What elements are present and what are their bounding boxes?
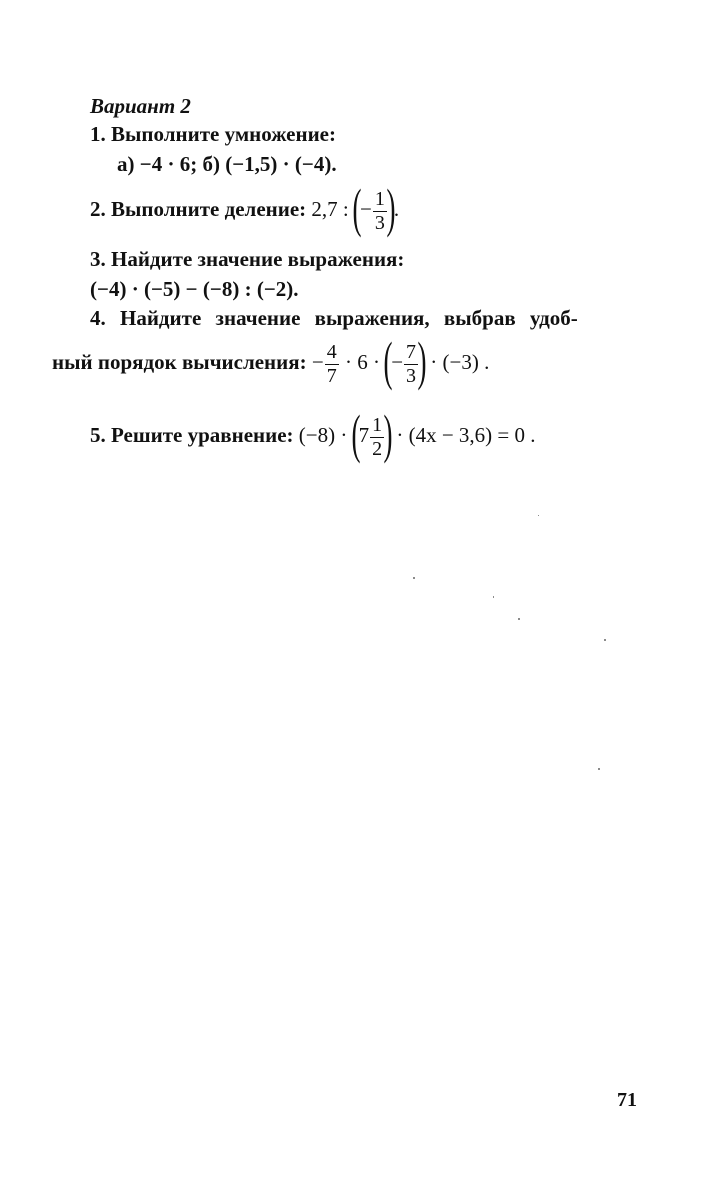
problem-5-expression [298, 404, 536, 464]
problem-1-text: Выполните умножение: [111, 122, 336, 146]
problem-4-fraction-1 [325, 342, 339, 387]
problem-3-number: 3. [90, 247, 106, 271]
mixed-number-integer: 7 [358, 422, 370, 447]
left-paren: ( [352, 178, 362, 238]
problem-4-minus-1: − [311, 349, 324, 374]
problem-4-line-2 [52, 331, 490, 391]
problem-2-fraction [373, 189, 387, 234]
fraction-numerator: 4 [326, 340, 337, 363]
problem-4-expression [311, 331, 490, 391]
variant-title: Вариант 2 [90, 94, 191, 118]
problem-5-text: Решите уравнение: [111, 422, 294, 447]
problem-1-parts [117, 154, 337, 175]
problem-4-line-1 [90, 308, 578, 329]
problem-2-text: Выполните деление: [111, 196, 307, 221]
right-paren: ) [383, 404, 393, 464]
scan-speck [538, 515, 539, 516]
problem-4-tail: · (−3) . [430, 349, 490, 374]
left-paren: ( [383, 331, 393, 391]
problem-1 [90, 124, 336, 145]
problem-4-text-2: ный порядок вычисления: [52, 349, 307, 374]
scan-speck [518, 618, 520, 620]
scan-speck [493, 596, 494, 598]
page-number: 71 [617, 1089, 637, 1111]
problem-4-text-1: Найдите значение выражения, выбрав удоб- [120, 306, 578, 330]
fraction-denominator: 3 [374, 211, 385, 234]
mixed-number-fraction [370, 415, 384, 460]
problem-2-period: . [393, 196, 400, 221]
problem-4-fraction-2 [404, 342, 418, 387]
problem-2-expression [311, 178, 400, 238]
scan-speck [598, 768, 600, 770]
problem-3-expression: (−4) · (−5) − (−8) : (−2). [90, 277, 299, 301]
problem-4-minus-2: − [391, 349, 404, 374]
left-paren: ( [351, 404, 361, 464]
problem-2 [90, 178, 400, 238]
problem-5-lead: (−8) · [298, 422, 348, 447]
problem-2-dividend: 2,7 : [311, 196, 349, 221]
fraction-denominator: 7 [326, 364, 337, 387]
fraction-denominator: 2 [372, 437, 383, 460]
problem-3-text: Найдите значение выражения: [111, 247, 405, 271]
problem-5-tail: · (4x − 3,6) = 0 . [396, 422, 536, 447]
problem-1-part-b: б) (−1,5) · (−4). [202, 152, 337, 176]
problem-5-number: 5. [90, 422, 106, 447]
scan-speck [604, 639, 606, 641]
right-paren: ) [417, 331, 427, 391]
scan-speck [413, 577, 415, 579]
problem-1-part-a: а) −4 · 6; [117, 152, 198, 176]
fraction-numerator: 1 [372, 413, 383, 436]
problem-5 [90, 404, 536, 464]
right-paren: ) [386, 178, 396, 238]
problem-2-minus: − [359, 196, 372, 221]
fraction-denominator: 3 [406, 364, 417, 387]
fraction-numerator: 7 [406, 340, 417, 363]
problem-4-middle: · 6 · [344, 349, 380, 374]
fraction-numerator: 1 [374, 187, 385, 210]
problem-1-number: 1. [90, 122, 106, 146]
problem-4-number: 4. [90, 306, 106, 330]
problem-3 [90, 249, 404, 270]
problem-2-number: 2. [90, 196, 106, 221]
